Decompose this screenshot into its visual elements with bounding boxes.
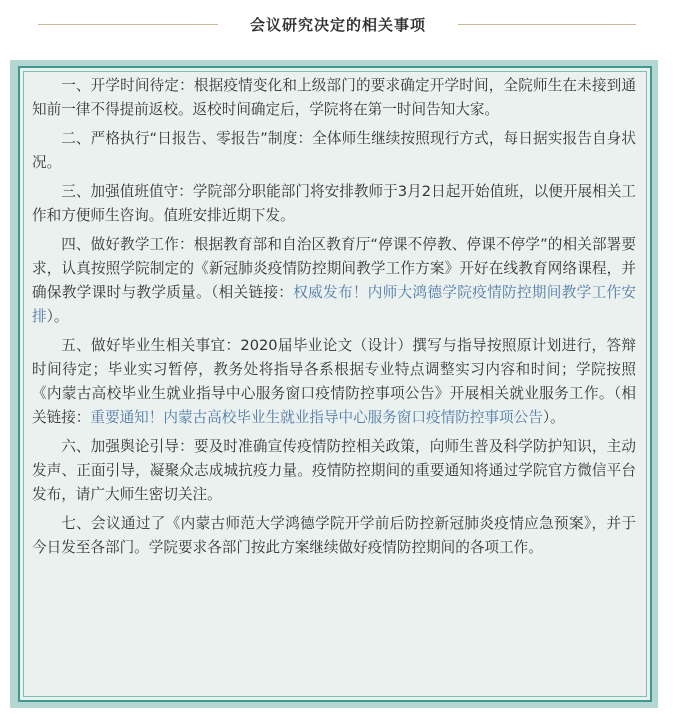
title-rule-left <box>38 24 218 25</box>
item-5-link[interactable]: 重要通知！内蒙古高校毕业生就业指导中心服务窗口疫情防控事项公告 <box>90 409 543 426</box>
item-2: 二、严格执行“日报告、零报告”制度：全体师生继续按照现行方式，每日据实报告自身状况。 <box>32 130 636 171</box>
item-4-text: 四、做好教学工作：根据教育部和自治区教育厅“停课不停教、停课不停学”的相关部署要求，认真按照学院制定的《新冠肺炎疫情防控期间教学工作方案》开好在线教育网络课程，并确保教学课时与教学质量。（相关链接： <box>32 236 636 301</box>
item-3: 三、加强值班值守：学院部分职能部门将安排教师于3月2日起开始值班，以便开展相关工作和方便师生咨询。值班安排近期下发。 <box>32 183 636 224</box>
item-7: 七、会议通过了《内蒙古师范大学鸿德学院开学前后防控新冠肺炎疫情应急预案》，并于今日发至各部门。学院要求各部门按此方案继续做好疫情防控期间的各项工作。 <box>32 515 636 556</box>
item-4-link[interactable]: 权威发布！内师大鸿德学院疫情防控期间教学工作安排 <box>32 284 636 325</box>
title-rule-right <box>458 24 636 25</box>
item-4 <box>32 233 636 329</box>
section-header <box>0 12 675 36</box>
item-1: 一、开学时间待定：根据疫情变化和上级部门的要求确定开学时间，全院师生在未接到通知前一律不得提前返校。返校时间确定后，学院将在第一时间告知大家。 <box>32 77 636 118</box>
item-5-text: 五、做好毕业生相关事宜：2020届毕业论文（设计）撰写与指导按照原计划进行，答辩时间待定；毕业实习暂停，教务处将指导各系根据专业特点调整实习内容和时间；学院按照《内蒙古高校毕业生就业指导中心服务窗口疫情防控事项公告》开展相关就业服务工作。（相关链接： <box>32 337 636 426</box>
item-6: 六、加强舆论引导：要及时准确宣传疫情防控相关政策，向师生普及科学防护知识，主动发声、正面引导，凝聚众志成城抗疫力量。疫情防控期间的重要通知将通过学院官方微信平台发布，请广大师生密切关注。 <box>32 438 636 503</box>
content-frame <box>18 66 652 702</box>
item-4-tail: ）。 <box>46 308 69 325</box>
section-title: 会议研究决定的相关事项 <box>249 16 426 34</box>
item-5 <box>32 334 636 430</box>
item-5-tail: ）。 <box>542 409 565 426</box>
content-body <box>32 74 636 565</box>
